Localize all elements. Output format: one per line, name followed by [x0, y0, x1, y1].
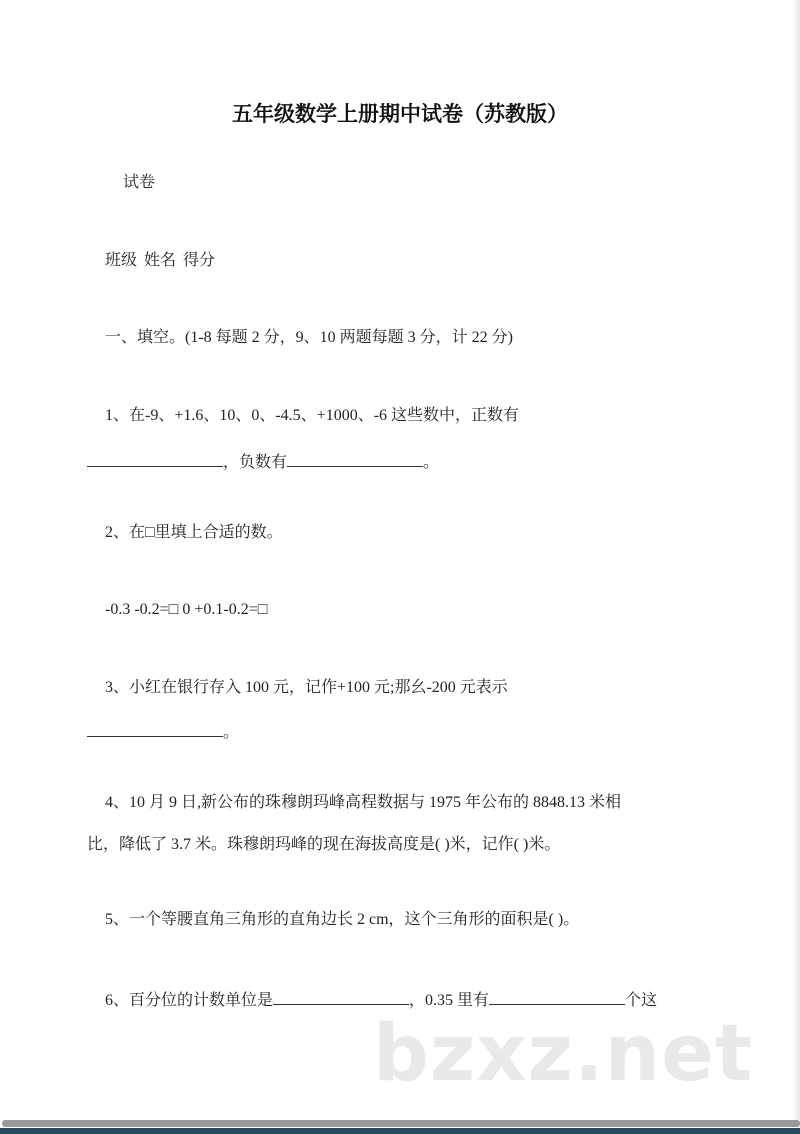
- answer-blank[interactable]: [489, 988, 625, 1005]
- question-6-start: 6、百分位的计数单位是: [105, 992, 274, 1009]
- document-title: 五年级数学上册期中试卷（苏教版）: [232, 102, 568, 126]
- question-3-end: 。: [223, 724, 240, 741]
- question-4-line-1: 4、10 月 9 日,新公布的珠穆朗玛峰高程数据与 1975 年公布的 8848.13 米相: [105, 794, 622, 811]
- question-4-line-2: 比，降低了 3.7 米。珠穆朗玛峰的现在海拔高度是( )米，记作( )米。: [87, 836, 561, 853]
- answer-blank[interactable]: [87, 720, 223, 737]
- question-6-end: 个这: [625, 992, 658, 1009]
- answer-blank[interactable]: [273, 988, 409, 1005]
- section-1-heading: 一、填空。(1-8 每题 2 分，9、10 两题每题 3 分，计 22 分): [105, 329, 513, 346]
- header-line: 班级 姓名 得分: [105, 252, 216, 269]
- question-1-end: 。: [423, 454, 440, 471]
- question-6-line-1: [105, 988, 657, 1011]
- question-1-mid: ，负数有: [223, 454, 288, 471]
- question-1-line-2: [87, 450, 439, 473]
- taskbar-strip: [0, 1128, 800, 1134]
- question-6-mid: ，0.35 里有: [409, 992, 490, 1009]
- subtitle: 试卷: [123, 174, 156, 191]
- question-1-line-1: 1、在-9、+1.6、10、0、-4.5、+1000、-6 这些数中，正数有: [105, 407, 520, 424]
- question-3-line-1: 3、小红在银行存入 100 元，记作+100 元;那幺-200 元表示: [105, 679, 508, 696]
- question-2-line-2: -0.3 -0.2=□ 0 +0.1-0.2=□: [105, 601, 268, 618]
- watermark-logo: bzxz.net: [373, 1009, 754, 1099]
- horizontal-scrollbar[interactable]: [2, 1120, 800, 1127]
- question-2-line-1: 2、在□里填上合适的数。: [105, 524, 283, 541]
- answer-blank[interactable]: [87, 450, 223, 467]
- answer-blank[interactable]: [287, 450, 423, 467]
- question-3-line-2: [87, 720, 239, 743]
- page-edge-shadow: [792, 0, 800, 1120]
- question-5-line-1: 5、一个等腰直角三角形的直角边长 2 cm，这个三角形的面积是( )。: [105, 911, 580, 928]
